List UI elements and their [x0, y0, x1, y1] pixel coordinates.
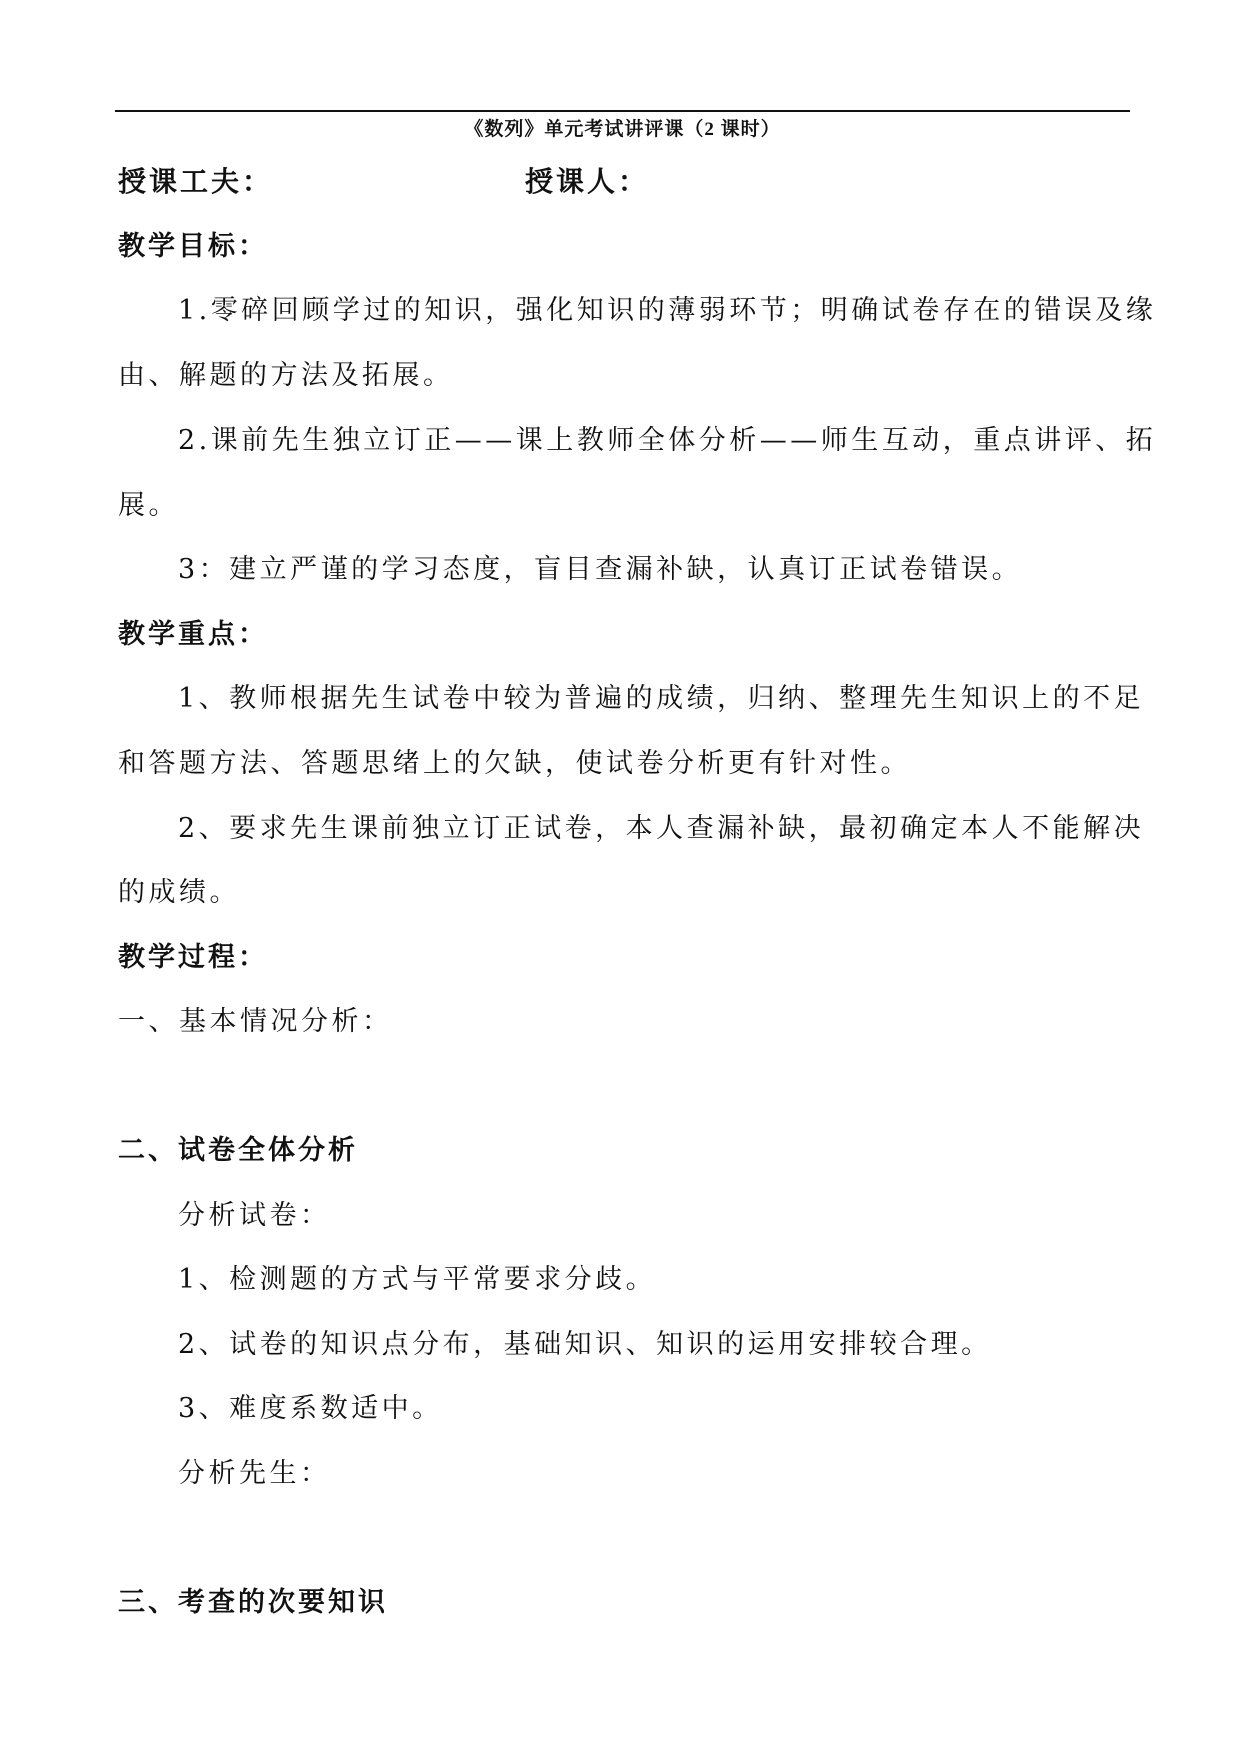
- key-points-heading: 教学重点：: [118, 619, 268, 650]
- objective-1-line-2: 由、解题的方法及拓展。: [118, 360, 454, 391]
- section-2-heading: 二、试卷全体分析: [118, 1135, 358, 1166]
- paper-item-1: 1、检测题的方式与平常要求分歧。: [178, 1264, 657, 1295]
- objective-2-line-2: 展。: [118, 490, 179, 521]
- objective-1-line-1: 1.零碎回顾学过的知识，强化知识的薄弱环节；明确试卷存在的错误及缘: [178, 295, 1157, 326]
- key-point-2-line-2: 的成绩。: [118, 877, 240, 908]
- paper-item-2: 2、试卷的知识点分布，基础知识、知识的运用安排较合理。: [178, 1329, 992, 1360]
- teacher-label: 授课人：: [525, 165, 650, 198]
- key-point-1-line-2: 和答题方法、答题思绪上的欠缺，使试卷分析更有针对性。: [118, 748, 911, 779]
- objective-2-line-1: 2.课前先生独立订正——课上教师全体分析——师生互动，重点讲评、拓: [178, 425, 1157, 456]
- analyze-students-label: 分析先生：: [178, 1458, 331, 1489]
- objective-3: 3：建立严谨的学习态度，盲目查漏补缺，认真订正试卷错误。: [178, 554, 1023, 585]
- objectives-heading: 教学目标：: [118, 231, 268, 262]
- section-1-basic-analysis: 一、基本情况分析：: [118, 1006, 393, 1037]
- paper-item-3: 3、难度系数适中。: [178, 1393, 443, 1424]
- process-heading: 教学过程：: [118, 942, 268, 973]
- key-point-2-line-1: 2、要求先生课前独立订正试卷，本人查漏补缺，最初确定本人不能解决: [178, 813, 1145, 844]
- key-point-1-line-1: 1、教师根据先生试卷中较为普遍的成绩，归纳、整理先生知识上的不足: [178, 683, 1145, 714]
- header-title: 《数列》单元考试讲评课（2 课时）: [464, 119, 781, 140]
- section-3-heading: 三、考查的次要知识: [118, 1587, 388, 1618]
- meta-row: [118, 160, 1118, 200]
- analyze-paper-label: 分析试卷：: [178, 1200, 331, 1231]
- header-rule: [115, 110, 1130, 112]
- lesson-time-label: 授课工夫：: [118, 165, 274, 198]
